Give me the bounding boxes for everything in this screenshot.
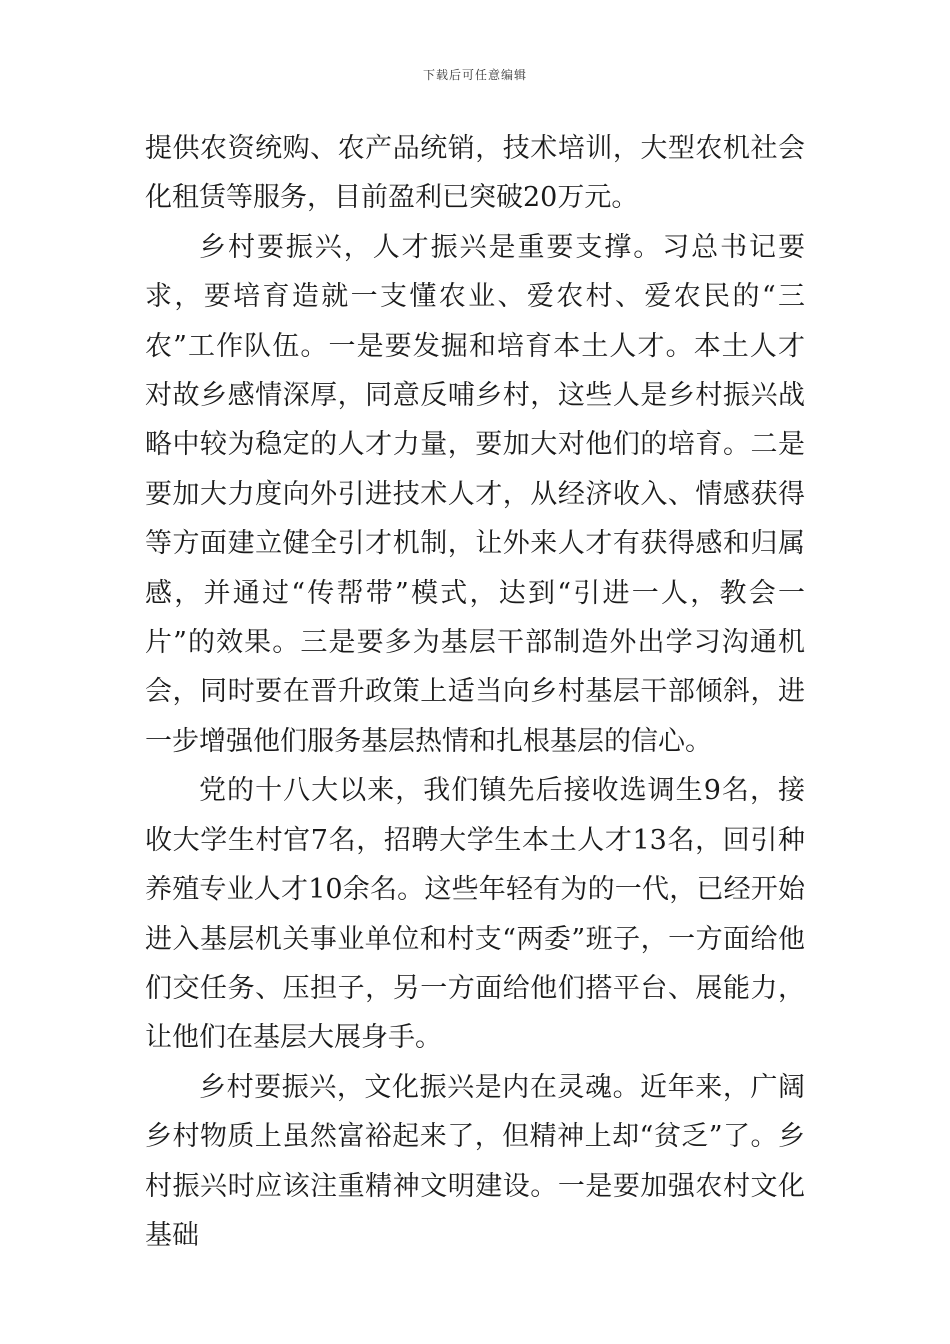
- page-header-note: 下载后可任意编辑: [422, 68, 527, 82]
- paragraph-talent-revitalization: 乡村要振兴，人才振兴是重要支撑。习总书记要求，要培育造就一支懂农业、爱农村、爱农民的“三农”工作队伍。一是要发掘和培育本土人才。本土人才对故乡感情深厚，同意反哺乡村，这些人是乡村振兴战略中较为稳定的人才力量，要加大对他们的培育。二是要加大力度向外引进技术人才，从经济收入、情感获得等方面建立健全引才机制，让外来人才有获得感和归属感，并通过“传帮带”模式，达到“引进一人，教会一片”的效果。三是要多为基层干部制造外出学习沟通机会，同时要在晋升政策上适当向乡村基层干部倾斜，进一步增强他们服务基层热情和扎根基层的信心。: [145, 231, 805, 757]
- paragraph-continuation: 提供农资统购、农产品统销，技术培训，大型农机社会化租赁等服务，目前盈利已突破20万元。: [145, 133, 805, 214]
- paragraph-culture-revitalization: 乡村要振兴，文化振兴是内在灵魂。近年来，广阔乡村物质上虽然富裕起来了，但精神上却“贫乏”了。乡村振兴时应该注重精神文明建设。一是要加强农村文化基础: [145, 1071, 805, 1251]
- document-body: [145, 124, 805, 1260]
- paragraph-town-recruitment: 党的十八大以来，我们镇先后接收选调生9名，接收大学生村官7名，招聘大学生本土人才13名，回引种养殖专业人才10余名。这些年轻有为的一代，已经开始进入基层机关事业单位和村支“两委”班子，一方面给他们交任务、压担子，另一方面给他们搭平台、展能力，让他们在基层大展身手。: [145, 775, 805, 1054]
